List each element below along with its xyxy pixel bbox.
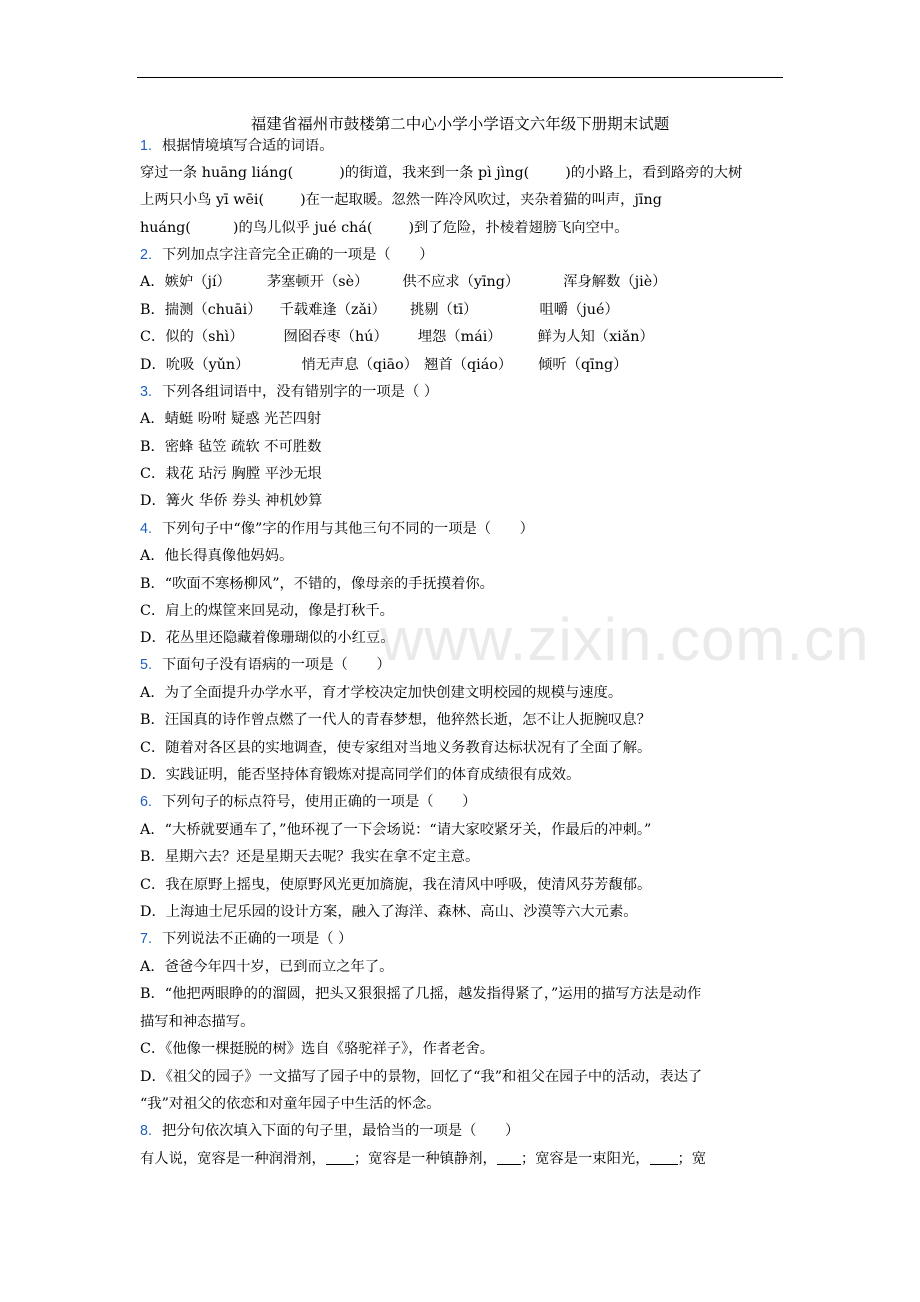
fill-blank (497, 1150, 521, 1165)
question-8-sentence (140, 1149, 706, 1169)
question-5-stem (140, 655, 391, 675)
watermark: www.zixin.com.cn (380, 606, 870, 673)
question-7-option-d-line-2: “我”对祖父的依恋和对童年园子中生活的怀念。 (140, 1096, 441, 1112)
text-segment: B．揣测（chuāi） (140, 302, 262, 318)
header-rule (137, 77, 783, 78)
question-1-line-2 (140, 190, 662, 210)
text-segment: 下列句子中“像”字的作用与其他三句不同的一项是（ ） (161, 521, 534, 537)
question-2-option-d (140, 355, 627, 375)
question-6-stem (140, 792, 476, 812)
text-segment: 倾听（qīng） (538, 357, 628, 373)
question-8-stem (140, 1121, 519, 1141)
text-segment: 下列各组词语中，没有错别字的一项是（ ） (161, 384, 439, 400)
text-segment: )的小路上，看到路旁的大树 (565, 165, 743, 181)
question-1-stem (140, 136, 334, 156)
text-segment: ；宽容是一束阳光， (520, 1151, 650, 1167)
text-segment: )的鸟儿似乎 jué chá( (232, 220, 373, 236)
question-5-option-b: B．汪国真的诗作曾点燃了一代人的青春梦想，他猝然长逝，怎不让人扼腕叹息？ (140, 712, 651, 728)
text-segment: 下列说法不正确的一项是（ ） (161, 931, 353, 947)
text-segment: 挑剔（tī） (409, 302, 478, 318)
question-1-line-3 (140, 218, 629, 238)
text-segment: ；宽 (677, 1151, 707, 1167)
text-segment: C．似的（shì） (140, 329, 244, 345)
question-number: 8. (140, 1123, 152, 1139)
fill-blank (326, 1150, 354, 1165)
question-3-stem (140, 382, 438, 402)
question-7-option-c: C．《他像一棵挺脱的树》选自《骆驼祥子》，作者老舍。 (140, 1041, 495, 1057)
text-segment: 有人说，宽容是一种润滑剂， (140, 1151, 326, 1167)
fill-blank (650, 1150, 678, 1165)
question-5-option-a: A．为了全面提升办学水平，育才学校决定加快创建文明校园的规模与速度。 (140, 685, 623, 701)
question-4-option-d: D．花丛里还隐藏着像珊瑚似的小红豆。 (140, 630, 395, 646)
question-3-option-d: D．篝火 华侨 券头 神机妙算 (140, 493, 323, 509)
text-segment: 千载难逢（zǎi） (279, 302, 386, 318)
question-7-option-d-line-1: D．《祖父的园子》一文描写了园子中的景物，回忆了“我”和祖父在园子中的活动，表达了 (140, 1069, 703, 1085)
question-number: 6. (140, 794, 152, 810)
text-segment: huáng( (140, 220, 191, 236)
question-7-stem (140, 929, 352, 949)
question-5-option-c: C．随着对各区县的实地调查，使专家组对当地义务教育达标状况有了全面了解。 (140, 740, 652, 756)
text-segment: )的街道，我来到一条 pì jìng( (339, 165, 530, 181)
text-segment: 埋怨（mái） (417, 329, 502, 345)
question-2-option-c (140, 327, 654, 347)
question-1-line-1 (140, 163, 742, 183)
question-4-option-a: A．他长得真像他妈妈。 (140, 548, 294, 564)
text-segment: 浑身解数（jiè） (563, 274, 667, 290)
text-segment: A．嫉妒（jí） (140, 274, 231, 290)
question-4-option-c: C．肩上的煤筐来回晃动，像是打秋千。 (140, 603, 394, 619)
text-segment: )在一起取暖。忽然一阵冷风吹过，夹杂着猫的叫声，jīng (300, 192, 662, 208)
question-2-option-a (140, 272, 666, 292)
question-3-option-b: B．密蜂 毡笠 疏软 不可胜数 (140, 439, 322, 455)
question-3-option-a: A．蜻蜓 吩咐 疑惑 光芒四射 (140, 411, 322, 427)
text-segment: 上两只小鸟 yī wēi( (140, 192, 265, 208)
question-7-option-b-line-1: B．“他把两眼睁的的溜圆，把头又狠狠摇了几摇，越发指得紧了，”运用的描写方法是动作 (140, 986, 702, 1002)
question-6-option-d: D．上海迪士尼乐园的设计方案，融入了海洋、森林、高山、沙漠等六大元素。 (140, 904, 638, 920)
question-number: 3. (140, 384, 152, 400)
text-segment: 供不应求（yīng） (402, 274, 520, 290)
text-segment: 鲜为人知（xiǎn） (537, 329, 654, 345)
text-segment: 下面句子没有语病的一项是（ ） (161, 657, 391, 673)
page-title: 福建省福州市鼓楼第二中心小学小学语文六年级下册期末试题 (250, 115, 670, 133)
question-number: 7. (140, 931, 152, 947)
text-segment: 下列句子的标点符号，使用正确的一项是（ ） (161, 794, 477, 810)
question-4-stem (140, 519, 534, 539)
text-segment: 茅塞顿开（sè） (266, 274, 369, 290)
text-segment: 咀嚼（jué） (539, 302, 619, 318)
question-2-stem (140, 245, 434, 265)
question-3-option-c: C．栽花 玷污 胸膛 平沙无垠 (140, 466, 322, 482)
question-number: 4. (140, 521, 152, 537)
text-segment: )到了危险，扑棱着翅膀飞向空中。 (408, 220, 629, 236)
question-number: 5. (140, 657, 152, 673)
question-6-option-b: B．星期六去？还是星期天去呢？我实在拿不定主意。 (140, 849, 480, 865)
question-7-option-a: A．爸爸今年四十岁，已到而立之年了。 (140, 959, 394, 975)
question-6-option-a: A．“大桥就要通车了，”他环视了一下会场说：“请大家咬紧牙关，作最后的冲刺。” (140, 822, 652, 838)
question-number: 2. (140, 247, 152, 263)
question-2-option-b (140, 300, 619, 320)
text-segment: ；宽容是一种镇静剂， (353, 1151, 497, 1167)
question-number: 1. (140, 138, 152, 154)
text-segment: D．吮吸（yǔn） (140, 357, 250, 373)
text-segment: 翘首（qiáo） (424, 357, 513, 373)
text-segment: 根据情境填写合适的词语。 (161, 138, 334, 154)
question-5-option-d: D．实践证明，能否坚持体育锻炼对提高同学们的体育成绩很有成效。 (140, 767, 581, 783)
text-segment: 穿过一条 huāng liáng( (140, 165, 294, 181)
text-segment: 囫囵吞枣（hú） (283, 329, 388, 345)
text-segment: 悄无声息（qiāo） (301, 357, 419, 373)
question-4-option-b: B．“吹面不寒杨柳风”，不错的，像母亲的手抚摸着你。 (140, 576, 494, 592)
text-segment: 下列加点字注音完全正确的一项是（ ） (161, 247, 434, 263)
question-7-option-b-line-2: 描写和神态描写。 (140, 1014, 255, 1030)
text-segment: 把分句依次填入下面的句子里，最恰当的一项是（ ） (161, 1123, 520, 1139)
question-6-option-c: C．我在原野上摇曳，使原野风光更加旖旎，我在清风中呼吸，使清风芬芳馥郁。 (140, 877, 652, 893)
